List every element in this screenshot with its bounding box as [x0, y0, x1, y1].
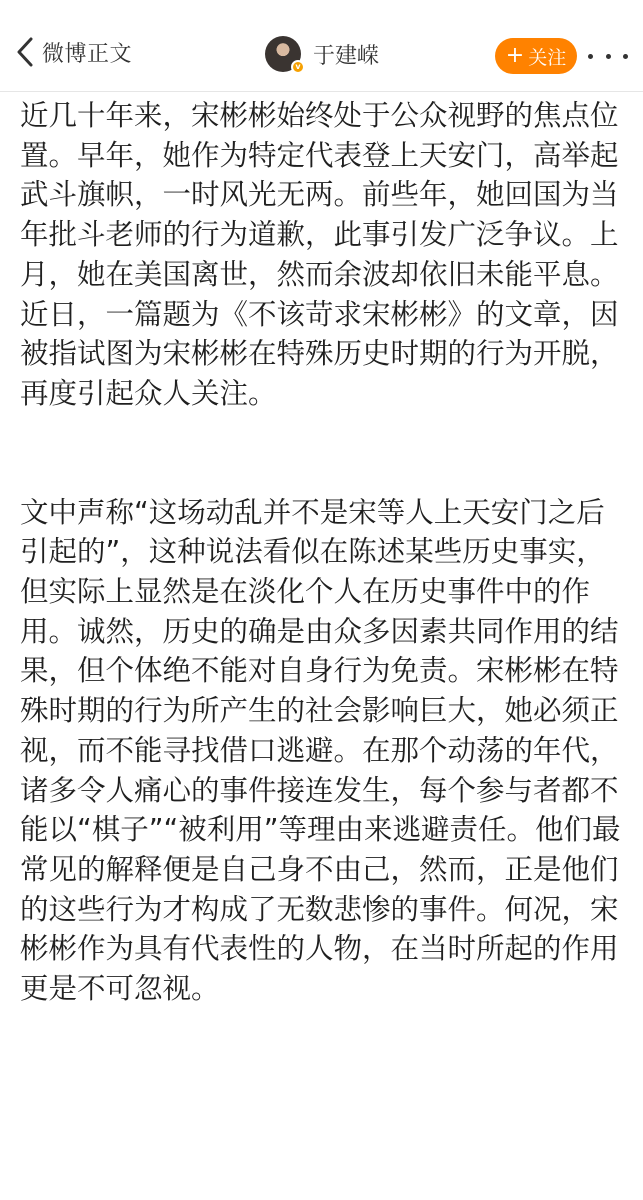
chevron-left-icon [14, 34, 36, 70]
article-paragraph-1: 近几十年来，宋彬彬始终处于公众视野的焦点位置。早年，她作为特定代表登上天安门，高举起武斗旗帜，一时风光无两。前些年，她回国为当年批斗老师的行为道歉，此事引发广泛争议。上月，她在美国离世，然而余波却依旧未能平息。近日，一篇题为《不该苛求宋彬彬》的文章，因被指试图为宋彬彬在特殊历史时期的行为开脱，再度引起众人关注。 [20, 99, 619, 410]
plus-icon: + [505, 43, 525, 68]
article-body [20, 96, 630, 1009]
more-dots-icon [588, 54, 593, 59]
back-button[interactable] [14, 32, 132, 72]
more-dots-icon [623, 54, 628, 59]
verified-badge-icon: v [291, 60, 305, 74]
back-label: 微博正文 [42, 41, 133, 67]
author-name[interactable]: 于建嵘 [313, 43, 380, 69]
avatar[interactable] [265, 36, 301, 72]
follow-label: 关注 [528, 46, 567, 69]
more-dots-icon [606, 54, 611, 59]
top-navigation-bar [0, 0, 643, 92]
follow-button[interactable] [495, 38, 577, 74]
article-paragraph-2: 文中声称“这场动乱并不是宋等人上天安门之后引起的”，这种说法看似在陈述某些历史事实，但实际上显然是在淡化个人在历史事件中的作用。诚然，历史的确是由众多因素共同作用的结果，但个体绝不能对自身行为免责。宋彬彬在特殊时期的行为所产生的社会影响巨大，她必须正视，而不能寻找借口逃避。在那个动荡的年代，诸多令人痛心的事件接连发生，每个参与者都不能以“棋子”“被利用”等理由来逃避责任。他们最常见的解释便是自己身不由己，然而，正是他们的这些行为才构成了无数悲惨的事件。何况，宋彬彬作为具有代表性的人物，在当时所起的作用更是不可忽视。 [20, 495, 621, 1006]
author-info[interactable] [265, 34, 379, 74]
more-options-button[interactable] [588, 44, 628, 68]
